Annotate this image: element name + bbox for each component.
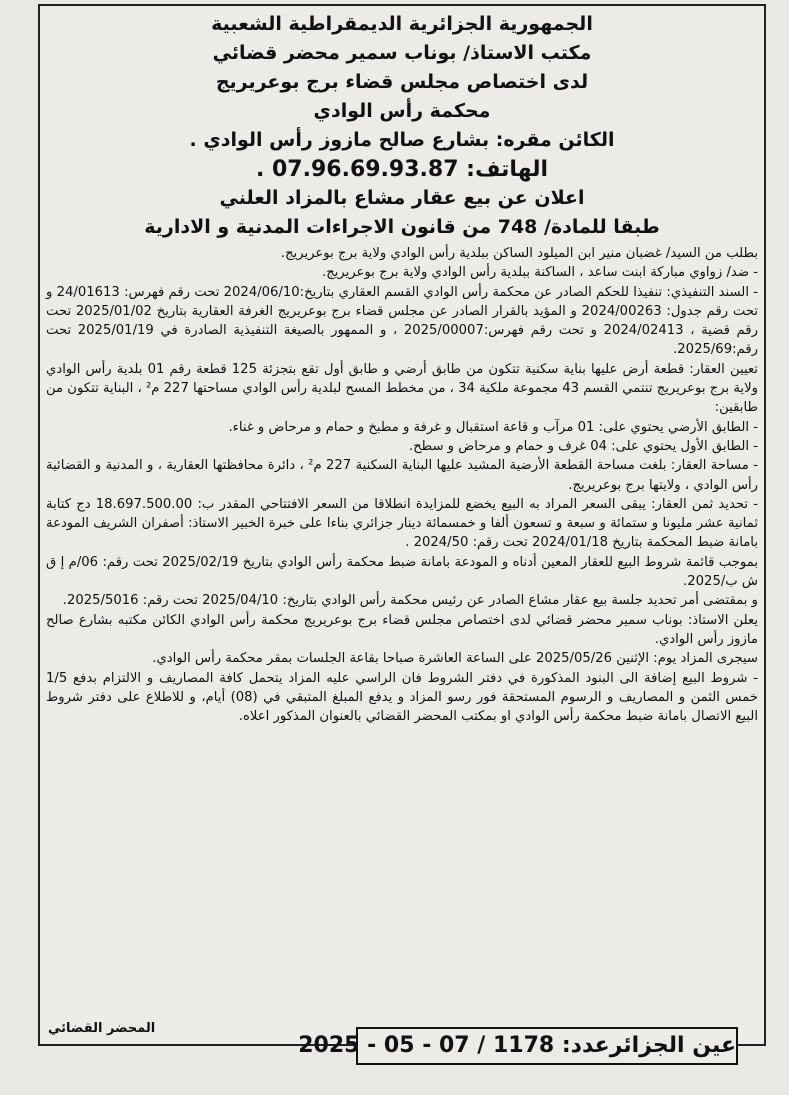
property-area-paragraph: - مساحة العقار: بلغت مساحة القطعة الأرضية المشيد عليها البناية السكنية 227 م² ، دائرة محافظتها العقارية ، و المدنية و القضائية رأس الوادي ، ولايتها برج بوعريريج.	[46, 458, 758, 493]
notice-body	[40, 244, 764, 726]
defendant-paragraph: - ضد/ زواوي مباركة ابنت ساعد ، الساكنة ببلدية رأس الوادي ولاية برج بوعريريج.	[321, 265, 758, 281]
first-floor-paragraph: - الطابق الأول يحتوي على: 04 غرف و حمام و مرحاض و سطح.	[408, 438, 758, 454]
publication-footer: عين الجزائرعدد: 1178 / 07 - 05 - 2025	[356, 1027, 738, 1065]
country-name: الجمهورية الجزائرية الديمقراطية الشعبية	[211, 13, 593, 35]
requester-paragraph: بطلب من السيد/ غضبان منير ابن الميلود الساكن ببلدية رأس الوادي ولاية برج بوعريريج.	[280, 246, 758, 261]
office-address: الكائن مقره: بشارع صالح مازوز رأس الوادي .	[189, 129, 615, 151]
phone-number: الهاتف: 07.96.69.93.87 .	[255, 157, 549, 182]
bailiff-office: مكتب الاستاذ/ بوناب سمير محضر قضائي	[212, 42, 592, 64]
court-name: محكمة رأس الوادي	[313, 100, 491, 122]
notice-title: اعلان عن بيع عقار مشاع بالمزاد العلني	[219, 187, 585, 209]
legal-notice	[38, 4, 766, 1046]
sale-conditions-paragraph: - شروط البيع إضافة الى البنود المذكورة في دفتر الشروط فان الراسي عليه المزاد يتحمل كافة المصاريف و الالتزام بدفع 1/5 خمس الثمن و المصاريف و الرسوم المستحقة فور رسو المزاد و يدفع المبلغ المتبقي في (08) أيام، و للاطلاع على دفتر شروط البيع الاتصال بامانة ضبط محكمة رأس الوادي او بمكتب المحضر القضائي بالعنوان المذكور اعلاه.	[46, 670, 758, 725]
property-designation-paragraph: تعيين العقار: قطعة أرض عليها بناية سكنية تتكون من طابق أرضي و طابق أول تقع بتجزئة 125 قطعة رقم 01 بلدية رأس الوادي ولاية برج بوعريريج تنتمي القسم 43 مجموعة ملكية 34 ، من مخطط المسح لبلدية رأس الوادي مساحتها 227 م² ، البناية تتكون من طابقين:	[46, 361, 758, 416]
signature: المحضر القضائي	[48, 1021, 156, 1036]
conditions-list-paragraph: بموجب قائمة شروط البيع للعقار المعين أدناه و المودعة بامانة ضبط محكمة رأس الوادي بتاريخ 2025/02/19 تحت رقم: 06/م إ ق ش ب/2025.	[46, 554, 758, 590]
announcement-paragraph: يعلن الاستاذ: بوناب سمير محضر قضائي لدى اختصاص مجلس قضاء برج بوعريريج محكمة رأس الوادي الكائن مكتبه بشارع صالح مازوز رأس الوادي.	[46, 612, 758, 647]
price-paragraph: - تحديد ثمن العقار: يبقى السعر المراد به البيع يخضع للمزايدة انطلاقا من السعر الافتتاحي المقدر ب: 18.697.500.00 دج كتابة ثمانية عشر مليونا و ستمائة و سبعة و تسعون ألفا و خمسمائة دينار جزائري بناءا على خبرة الخبير الاستاذ: أصفران الشريف المودعة بامانة ضبط المحكمة بتاريخ 2024/01/18 تحت رقم: 2024/50 .	[46, 496, 758, 551]
ground-floor-paragraph: - الطابق الأرضي يحتوي على: 01 مرآب و قاعة استقبال و غرفة و مطبخ و حمام و مرحاض و غناء.	[228, 419, 758, 435]
court-order-paragraph: و بمقتضى أمر تحديد جلسة بيع عقار مشاع الصادر عن رئيس محكمة رأس الوادي بتاريخ: 2025/04/10 تحت رقم: 2025/5016.	[62, 593, 758, 609]
executive-title-paragraph: - السند التنفيذي: تنفيذا للحكم الصادر عن محكمة رأس الوادي القسم العقاري بتاريخ:2024/06/10 تحت رقم فهرس: 24/01613 و تحت رقم جدول: 2024/00263 و المؤيد بالقرار الصادر عن مجلس قضاء برج بوعريريج الغرفة العقارية بتاريخ 2025/01/02 تحت رقم قضية ، 2024/02413 و تحت رقم فهرس:2025/00007 ، و الممهور بالصيغة التنفيذية الصادرة في 2025/01/19 تحت رقم:2025/69.	[46, 284, 758, 358]
jurisdiction: لدى اختصاص مجلس قضاء برج بوعريريج	[215, 71, 589, 93]
notice-header	[40, 6, 764, 242]
legal-article: طبقا للمادة/ 748 من قانون الاجراءات المدنية و الادارية	[144, 216, 660, 238]
auction-date-paragraph: سيجرى المزاد يوم: الإثنين 2025/05/26 على الساعة العاشرة صباحا بقاعة الجلسات بمقر محكمة رأس الوادي.	[152, 651, 758, 667]
